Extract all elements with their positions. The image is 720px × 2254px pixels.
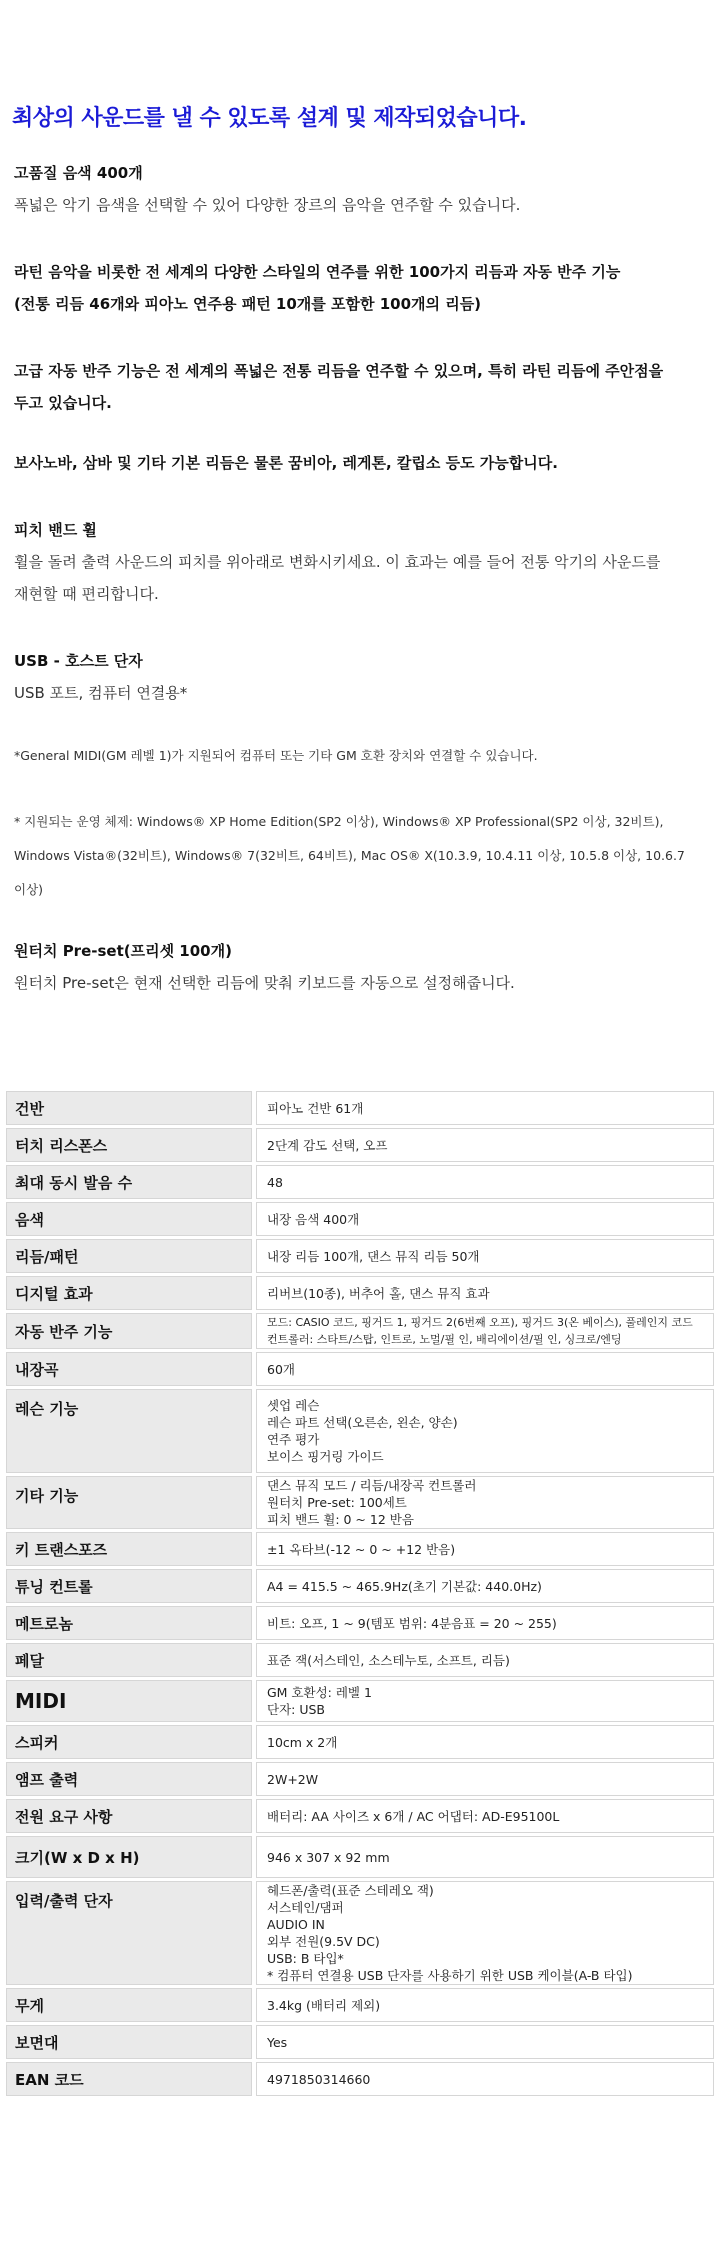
spec-value: [256, 1762, 714, 1796]
spec-value-line: USB: B 타입*: [267, 1951, 344, 1966]
spec-label: 내장곡: [6, 1352, 252, 1386]
spec-row: [6, 1313, 714, 1349]
spec-value-line: 표준 잭(서스테인, 소스테누토, 소프트, 리듬): [267, 1652, 510, 1668]
spec-table: [6, 1088, 714, 2099]
spec-value: [256, 2062, 714, 2096]
spec-label: 크기(W x D x H): [6, 1836, 252, 1878]
spec-row: [6, 1091, 714, 1125]
spec-value-line: 2W+2W: [267, 1771, 319, 1787]
feature-accompaniment: [14, 355, 714, 419]
spec-value-line: 외부 전원(9.5V DC): [267, 1934, 380, 1949]
feature-tones: [14, 157, 714, 221]
spec-label: 리듬/패턴: [6, 1239, 252, 1273]
spec-value-line: 60개: [267, 1361, 295, 1377]
feature-title: 고품질 음색 400개: [14, 164, 143, 182]
feature-body: USB 포트, 컴퓨터 연결용*: [14, 684, 188, 702]
spec-row: [6, 1725, 714, 1759]
spec-value-line: 피치 밴드 휠: 0 ~ 12 반음: [267, 1512, 414, 1527]
spec-value-line: 48: [267, 1174, 283, 1190]
spec-value: [256, 1276, 714, 1310]
spec-value: [256, 1836, 714, 1878]
spec-value: [256, 1532, 714, 1566]
spec-label: 키 트랜스포즈: [6, 1532, 252, 1566]
spec-value: [256, 1352, 714, 1386]
feature-body: 폭넓은 악기 음색을 선택할 수 있어 다양한 장르의 음악을 연주할 수 있습니다.: [14, 196, 521, 214]
spec-value: [256, 1476, 714, 1529]
spec-value-line: 단자: USB: [267, 1702, 325, 1717]
spec-label: 메트로놈: [6, 1606, 252, 1640]
spec-row: [6, 1569, 714, 1603]
gm-note: *General MIDI(GM 레벨 1)가 지원되어 컴퓨터 또는 기타 GM 호환 장치와 연결할 수 있습니다.: [14, 748, 538, 763]
feature-title: 보사노바, 삼바 및 기타 기본 리듬은 물론 꿈비아, 레게톤, 칼립소 등도 가능합니다.: [14, 454, 558, 472]
spec-value: [256, 1202, 714, 1236]
spec-value: [256, 1313, 714, 1349]
spec-row: [6, 1532, 714, 1566]
spec-value-line: 배터리: AA 사이즈 x 6개 / AC 어댑터: AD-E95100L: [267, 1808, 560, 1824]
spec-row: [6, 1762, 714, 1796]
spec-label: MIDI: [6, 1680, 252, 1722]
spec-value: [256, 1091, 714, 1125]
spec-label: 전원 요구 사항: [6, 1799, 252, 1833]
feature-title-line2: 두고 있습니다.: [14, 394, 112, 412]
spec-row: [6, 2062, 714, 2096]
spec-value-line: 보이스 핑거링 가이드: [267, 1449, 384, 1464]
feature-title: 라틴 음악을 비롯한 전 세계의 다양한 스타일의 연주를 위한 100가지 리듬과 자동 반주 기능: [14, 263, 621, 281]
spec-row: [6, 1202, 714, 1236]
spec-row: [6, 1799, 714, 1833]
feature-title: 피치 밴드 휠: [14, 521, 97, 539]
spec-value-line: * 컴퓨터 연결용 USB 단자를 사용하기 위한 USB 케이블(A-B 타입): [267, 1968, 633, 1983]
spec-value-line: 레슨 파트 선택(오른손, 왼손, 양손): [267, 1415, 458, 1430]
spec-row: [6, 1128, 714, 1162]
spec-value: [256, 1680, 714, 1722]
feature-title: 원터치 Pre-set(프리셋 100개): [14, 942, 232, 960]
feature-title: USB - 호스트 단자: [14, 652, 143, 670]
spec-row: [6, 1276, 714, 1310]
spec-value: [256, 1128, 714, 1162]
spec-value-line: 946 x 307 x 92 mm: [267, 1849, 390, 1865]
spec-label: 음색: [6, 1202, 252, 1236]
feature-pitch-bend: [14, 514, 714, 610]
spec-row: [6, 2025, 714, 2059]
spec-label: 터치 리스폰스: [6, 1128, 252, 1162]
spec-value: [256, 1799, 714, 1833]
os-note-line2: Windows Vista®(32비트), Windows® 7(32비트, 64비트), Mac OS® X(10.3.9, 10.4.11 이상, 10.5.8 이상, 10.6.7: [14, 848, 685, 863]
spec-value-line: 비트: 오프, 1 ~ 9(템포 범위: 4분음표 = 20 ~ 255): [267, 1615, 557, 1631]
spec-value-line: 3.4kg (배터리 제외): [267, 1997, 381, 2013]
feature-body: 휠을 돌려 출력 사운드의 피치를 위아래로 변화시키세요. 이 효과는 예를 들어 전통 악기의 사운드를: [14, 553, 661, 571]
spec-value: [256, 1881, 714, 1985]
spec-row: [6, 1836, 714, 1878]
spec-row: [6, 1680, 714, 1722]
page-headline: 최상의 사운드를 낼 수 있도록 설계 및 제작되었습니다.: [12, 106, 527, 131]
spec-value: [256, 2025, 714, 2059]
spec-value-line: 내장 음색 400개: [267, 1211, 360, 1227]
spec-label: 기타 기능: [6, 1476, 252, 1529]
spec-label: 최대 동시 발음 수: [6, 1165, 252, 1199]
feature-usb-host: [14, 645, 714, 709]
spec-row: [6, 1239, 714, 1273]
spec-value-line: 연주 평가: [267, 1432, 320, 1447]
spec-row: [6, 1165, 714, 1199]
spec-label: 무게: [6, 1988, 252, 2022]
spec-value-line: A4 = 415.5 ~ 465.9Hz(초기 기본값: 440.0Hz): [267, 1578, 542, 1594]
spec-value-line: ±1 옥타브(-12 ~ 0 ~ +12 반음): [267, 1541, 456, 1557]
spec-value: [256, 1165, 714, 1199]
spec-label: 튜닝 컨트롤: [6, 1569, 252, 1603]
spec-value-line: 원터치 Pre-set: 100세트: [267, 1495, 407, 1510]
spec-row: [6, 1389, 714, 1473]
spec-value: [256, 1239, 714, 1273]
spec-value: [256, 1389, 714, 1473]
spec-label: 스피커: [6, 1725, 252, 1759]
spec-label: 앰프 출력: [6, 1762, 252, 1796]
spec-value-line: 피아노 건반 61개: [267, 1100, 364, 1116]
os-note-line3: 이상): [14, 882, 44, 897]
spec-value-line: 헤드폰/출력(표준 스테레오 잭): [267, 1883, 434, 1898]
spec-label: 건반: [6, 1091, 252, 1125]
spec-value-line: AUDIO IN: [267, 1917, 325, 1932]
spec-value-line: Yes: [267, 2034, 288, 2050]
spec-value: [256, 1643, 714, 1677]
spec-label: 보면대: [6, 2025, 252, 2059]
feature-title-line2: (전통 리듬 46개와 피아노 연주용 패턴 10개를 포함한 100개의 리듬): [14, 295, 482, 313]
spec-row: [6, 1881, 714, 1985]
spec-label: 레슨 기능: [6, 1389, 252, 1473]
spec-label: EAN 코드: [6, 2062, 252, 2096]
spec-label: 자동 반주 기능: [6, 1313, 252, 1349]
spec-value-line: 셋업 레슨: [267, 1398, 320, 1413]
feature-body: 원터치 Pre-set은 현재 선택한 리듬에 맞춰 키보드를 자동으로 설정해줍니다.: [14, 974, 515, 992]
feature-rhythms: [14, 256, 714, 320]
spec-value: [256, 1988, 714, 2022]
spec-row: [6, 1643, 714, 1677]
spec-value-line: 서스테인/댐퍼: [267, 1900, 344, 1915]
spec-value-line: 내장 리듬 100개, 댄스 뮤직 리듬 50개: [267, 1248, 480, 1264]
spec-label: 디지털 효과: [6, 1276, 252, 1310]
spec-row: [6, 1476, 714, 1529]
os-note-line1: * 지원되는 운영 체제: Windows® XP Home Edition(SP2 이상), Windows® XP Professional(SP2 이상, 32비트),: [14, 814, 664, 829]
feature-list: [14, 157, 714, 999]
spec-value-line: 2단계 감도 선택, 오프: [267, 1137, 388, 1153]
spec-value-line: GM 호환성: 레벨 1: [267, 1685, 372, 1700]
feature-one-touch-preset: [14, 935, 714, 999]
spec-label: 페달: [6, 1643, 252, 1677]
spec-value-line: 4971850314660: [267, 2071, 371, 2087]
spec-label: 입력/출력 단자: [6, 1881, 252, 1985]
spec-value-line: 댄스 뮤직 모드 / 리듬/내장곡 컨트롤러: [267, 1478, 477, 1493]
spec-value: [256, 1606, 714, 1640]
feature-body-line2: 재현할 때 편리합니다.: [14, 585, 159, 603]
feature-styles: [14, 447, 714, 479]
spec-value-line: 리버브(10종), 버추어 홀, 댄스 뮤직 효과: [267, 1285, 490, 1301]
spec-value: [256, 1725, 714, 1759]
feature-title: 고급 자동 반주 기능은 전 세계의 폭넓은 전통 리듬을 연주할 수 있으며, 특히 라틴 리듬에 주안점을: [14, 362, 664, 380]
spec-row: [6, 1352, 714, 1386]
spec-row: [6, 1988, 714, 2022]
spec-value: [256, 1569, 714, 1603]
spec-value-line: 컨트롤러: 스타트/스탑, 인트로, 노멀/필 인, 배리에이션/필 인, 싱크로/엔딩: [267, 1333, 622, 1346]
spec-value-line: 10cm x 2개: [267, 1734, 338, 1750]
spec-row: [6, 1606, 714, 1640]
spec-value-line: 모드: CASIO 코드, 핑거드 1, 핑거드 2(6번째 오프), 핑거드 3(온 베이스), 풀레인지 코드: [267, 1316, 693, 1329]
